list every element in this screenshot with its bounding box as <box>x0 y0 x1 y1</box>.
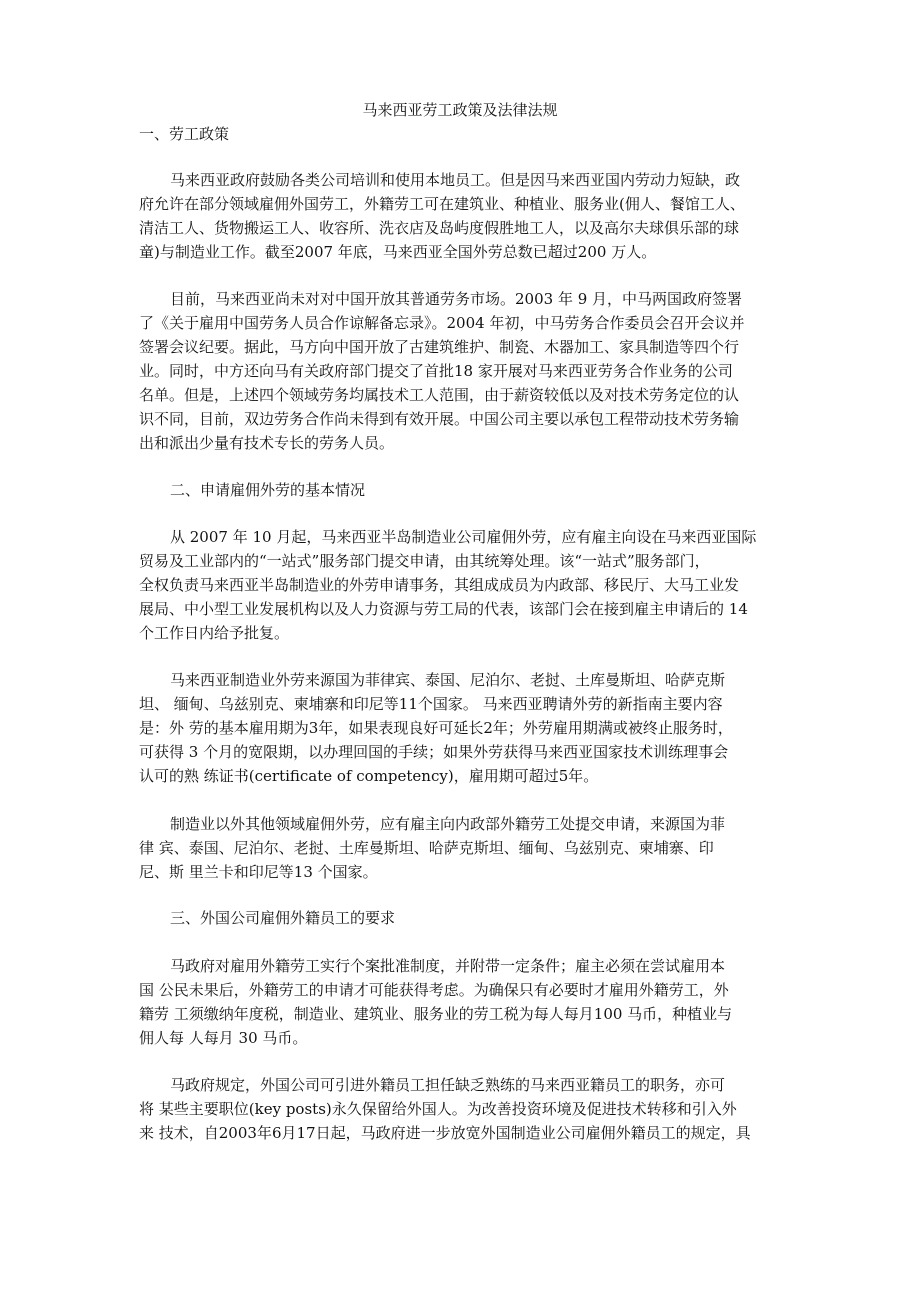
paragraph-line: 国 公民未果后，外籍劳工的申请才可能获得考虑。为确保只有必要时才雇用外籍劳工，外 <box>139 981 729 999</box>
paragraph-line: 律 宾、泰国、尼泊尔、老挝、土库曼斯坦、哈萨克斯坦、缅甸、乌兹别克、柬埔寨、印 <box>139 839 714 857</box>
paragraph-line: 识不同，目前，双边劳务合作尚未得到有效开展。中国公司主要以承包工程带动技术劳务输 <box>139 410 740 428</box>
section-heading-foreign-labor-application: 二、申请雇佣外劳的基本情况 <box>170 481 366 499</box>
paragraph-line: 出和派出少量有技术专长的劳务人员。 <box>139 434 395 452</box>
section-heading-foreign-employee-requirements: 三、外国公司雇佣外籍员工的要求 <box>170 909 396 927</box>
paragraph-line: 来 技术，自2003年6月17日起，马政府进一步放宽外国制造业公司雇佣外籍员工的规定，具 <box>139 1124 751 1142</box>
paragraph-line: 可获得 3 个月的宽限期，以办理回国的手续；如果外劳获得马来西亚国家技术训练理事会 <box>139 743 729 761</box>
paragraph-line: 马来西亚政府鼓励各类公司培训和使用本地员工。但是因马来西亚国内劳动力短缺，政 <box>170 171 741 189</box>
paragraph-line: 贸易及工业部内的“一站式”服务部门提交申请，由其统筹处理。该“一站式”服务部门， <box>139 552 710 570</box>
paragraph-line: 是：外 劳的基本雇用期为3年，如果表现良好可延长2年；外劳雇用期满或被终止服务时， <box>139 719 733 737</box>
document-title: 马来西亚劳工政策及法律法规 <box>362 101 558 119</box>
paragraph-line: 籍劳 工须缴纳年度税，制造业、建筑业、服务业的劳工税为每人每月100 马币，种植业与 <box>139 1005 733 1023</box>
paragraph-line: 府允许在部分领域雇佣外国劳工，外籍劳工可在建筑业、种植业、服务业(佣人、餐馆工人、 <box>139 195 745 213</box>
paragraph-line: 尼、斯 里兰卡和印尼等13 个国家。 <box>139 863 378 881</box>
paragraph-line: 马政府对雇用外籍劳工实行个案批准制度，并附带一定条件；雇主必须在尝试雇用本 <box>170 957 726 975</box>
paragraph-line: 坦、 缅甸、乌兹别克、柬埔寨和印尼等11个国家。 马来西亚聘请外劳的新指南主要内容 <box>139 695 723 713</box>
section-heading-labor-policy: 一、劳工政策 <box>139 125 230 143</box>
paragraph-line: 佣人每 人每月 30 马币。 <box>139 1029 308 1047</box>
paragraph-line: 全权负责马来西亚半岛制造业的外劳申请事务，其组成成员为内政部、移民厅、大马工业发 <box>139 576 740 594</box>
paragraph-line: 清洁工人、货物搬运工人、收容所、洗衣店及岛屿度假胜地工人，以及高尔夫球俱乐部的球 <box>139 219 740 237</box>
paragraph-line: 业。同时，中方还向马有关政府部门提交了首批18 家开展对马来西亚劳务合作业务的公司 <box>139 362 733 380</box>
paragraph-line: 将 某些主要职位(key posts)永久保留给外国人。为改善投资环境及促进技术转移和引入外 <box>139 1100 737 1118</box>
paragraph-line: 展局、中小型工业发展机构以及人力资源与劳工局的代表，该部门会在接到雇主申请后的 14 <box>139 600 748 618</box>
paragraph-line: 马来西亚制造业外劳来源国为菲律宾、泰国、尼泊尔、老挝、土库曼斯坦、哈萨克斯 <box>170 671 726 689</box>
paragraph-line: 目前，马来西亚尚未对对中国开放其普通劳务市场。2003 年 9 月，中马两国政府签署 <box>170 290 743 308</box>
paragraph-line: 认可的熟 练证书(certificate of competency)，雇用期可超过5年。 <box>139 767 599 785</box>
paragraph-line: 从 2007 年 10 月起，马来西亚半岛制造业公司雇佣外劳，应有雇主向设在马来西亚国际 <box>170 528 757 546</box>
paragraph-line: 名单。但是，上述四个领域劳务均属技术工人范围，由于薪资较低以及对技术劳务定位的认 <box>139 386 740 404</box>
paragraph-line: 马政府规定，外国公司可引进外籍员工担任缺乏熟练的马来西亚籍员工的职务，亦可 <box>170 1076 726 1094</box>
paragraph-line: 了《关于雇用中国劳务人员合作谅解备忘录》。2004 年初，中马劳务合作委员会召开会议并 <box>139 314 745 332</box>
paragraph-line: 个工作日内给予批复。 <box>139 624 290 642</box>
paragraph-line: 签署会议纪要。据此，马方向中国开放了古建筑维护、制瓷、木器加工、家具制造等四个行 <box>139 338 740 356</box>
paragraph-line: 童)与制造业工作。截至2007 年底，马来西亚全国外劳总数已超过200 万人。 <box>139 243 657 261</box>
paragraph-line: 制造业以外其他领域雇佣外劳，应有雇主向内政部外籍劳工处提交申请，来源国为菲 <box>170 815 726 833</box>
